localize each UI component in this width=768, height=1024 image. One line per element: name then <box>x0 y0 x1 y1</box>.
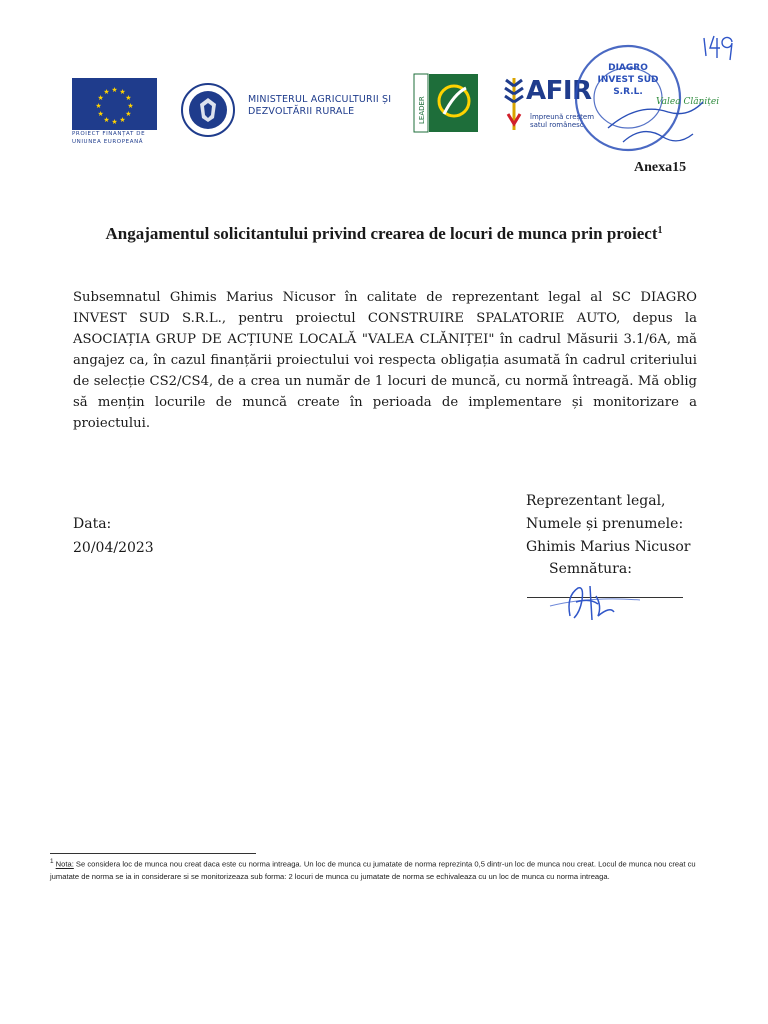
svg-text:★: ★ <box>111 118 118 126</box>
svg-text:LEADER: LEADER <box>418 96 426 124</box>
ministry-name <box>248 94 391 118</box>
representative-block <box>526 490 690 559</box>
eu-flag-logo <box>72 78 157 130</box>
afir-tagline-line-2: satul românesc <box>530 121 584 129</box>
ministry-line-2: DEZVOLTĂRII RURALE <box>248 106 355 117</box>
handwritten-signature <box>540 576 650 626</box>
eu-stars-icon <box>72 78 157 130</box>
svg-text:★: ★ <box>103 115 110 124</box>
representative-name-label: Numele și prenumele: <box>526 516 684 532</box>
footnote-mark: 1 <box>50 858 54 865</box>
svg-text:★: ★ <box>95 102 102 110</box>
date-value: 20/04/2023 <box>73 540 154 556</box>
date-label: Data: <box>73 516 112 532</box>
annex-label: Anexa15 <box>634 160 687 175</box>
afir-wordmark: AFIR <box>526 76 592 106</box>
title-text: Angajamentul solicitantului privind crearea de locuri de munca prin proiect <box>105 224 658 243</box>
footnote-separator <box>50 853 256 854</box>
company-stamp <box>568 42 720 160</box>
svg-text:★: ★ <box>119 115 126 124</box>
svg-text:INVEST SUD: INVEST SUD <box>597 75 659 85</box>
footnote <box>50 856 710 883</box>
ministry-line-1: MINISTERUL AGRICULTURII ȘI <box>248 94 392 105</box>
eu-caption: PROIECT FINANȚAT DE UNIUNEA EUROPEANĂ <box>72 131 146 145</box>
svg-text:DIAGRO: DIAGRO <box>608 63 648 73</box>
footnote-text: Se considera loc de munca nou creat daca este cu norma intreaga. Un loc de munca cu jumatate de norma reprezinta 0,5 dintr-un loc de munca nou creat. Locul de munca nou creat cu jumatate de norma se ia in considerare si se monitorizeaza sub forma: 2 locuri de munca cu jumatate de norma se echivaleaza cu un loc de munca cu norma intreaga. <box>50 859 696 881</box>
svg-text:★: ★ <box>97 94 104 102</box>
leader-logo <box>414 74 478 132</box>
signature-label: Semnătura: <box>549 561 632 577</box>
afir-tagline-line-1: împreună creștem <box>530 113 595 121</box>
svg-text:★: ★ <box>97 110 104 118</box>
svg-text:★: ★ <box>103 88 110 97</box>
title-footnote-mark: 1 <box>657 225 663 236</box>
svg-text:★: ★ <box>127 102 134 110</box>
document-title <box>0 224 768 244</box>
government-seal-logo <box>180 82 236 138</box>
commitment-paragraph: Subsemnatul Ghimis Marius Nicusor în calitate de reprezentant legal al SC DIAGRO INVEST SUD S.R.L., pentru proiectul CONSTRUIRE SPALATORIE AUTO, depus la ASOCIAȚIA GRUP DE ACȚIUNE LOCALĂ "VALEA CLĂNIȚEI" în cadrul Măsurii 3.1/6A, mă angajez ca, în cazul finanțării proiectului voi respecta obligația asumată în cadrul criteriului de selecție CS2/CS4, de a crea un număr de 1 locuri de muncă, cu normă întreagă. Mă oblig să mențin locurile de muncă create în perioada de implementare și monitorizare a proiectului. <box>73 290 697 431</box>
handwritten-page-number <box>700 28 740 68</box>
svg-text:★: ★ <box>111 86 118 94</box>
svg-text:★: ★ <box>125 94 132 102</box>
svg-text:★: ★ <box>125 110 132 118</box>
svg-text:★: ★ <box>119 88 126 97</box>
representative-name: Ghimis Marius Nicusor <box>526 539 691 555</box>
footnote-label: Nota: <box>55 859 74 869</box>
representative-title: Reprezentant legal, <box>526 493 666 509</box>
svg-text:Valea Clăniței: Valea Clăniței <box>656 97 720 107</box>
svg-text:S.R.L.: S.R.L. <box>613 87 643 97</box>
